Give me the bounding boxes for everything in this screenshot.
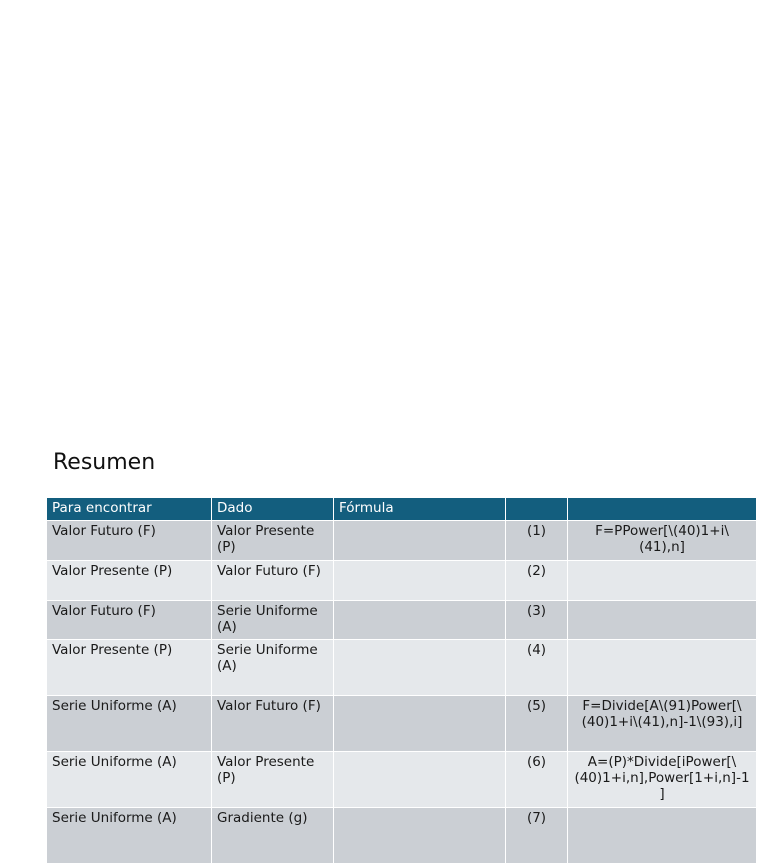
cell-given: Serie Uniforme (A): [212, 601, 334, 640]
cell-number: (2): [506, 561, 568, 601]
header-para-encontrar: Para encontrar: [47, 498, 212, 521]
cell-number: (7): [506, 808, 568, 864]
table-row: [47, 640, 757, 696]
cell-given: Valor Presente (P): [212, 752, 334, 808]
cell-find: Valor Futuro (F): [47, 601, 212, 640]
table-row: [47, 808, 757, 864]
cell-number: (6): [506, 752, 568, 808]
cell-find: Valor Presente (P): [47, 640, 212, 696]
cell-find: Serie Uniforme (A): [47, 752, 212, 808]
cell-expression: F=PPower[\(40)1+i\(41),n]: [568, 521, 757, 561]
cell-find: Valor Futuro (F): [47, 521, 212, 561]
cell-formula: [334, 640, 506, 696]
header-formula: Fórmula: [334, 498, 506, 521]
header-dado: Dado: [212, 498, 334, 521]
page-title: Resumen: [53, 450, 156, 475]
cell-given: Gradiente (g): [212, 808, 334, 864]
table-header-row: [47, 498, 757, 521]
cell-find: Valor Presente (P): [47, 561, 212, 601]
cell-expression: F=Divide[A\(91)Power[\(40)1+i\(41),n]-1\(93),i]: [568, 696, 757, 752]
cell-number: (3): [506, 601, 568, 640]
cell-number: (5): [506, 696, 568, 752]
cell-expression: [568, 601, 757, 640]
cell-formula: [334, 521, 506, 561]
cell-expression: A=(P)*Divide[iPower[\(40)1+i,n],Power[1+i,n]-1]: [568, 752, 757, 808]
cell-given: Valor Presente (P): [212, 521, 334, 561]
table-row: [47, 521, 757, 561]
summary-table: [46, 497, 757, 864]
cell-find: Serie Uniforme (A): [47, 696, 212, 752]
header-number: [506, 498, 568, 521]
cell-number: (4): [506, 640, 568, 696]
header-expression: [568, 498, 757, 521]
cell-formula: [334, 696, 506, 752]
cell-formula: [334, 601, 506, 640]
table-row: [47, 752, 757, 808]
cell-given: Valor Futuro (F): [212, 561, 334, 601]
cell-expression: [568, 561, 757, 601]
cell-formula: [334, 561, 506, 601]
table-row: [47, 561, 757, 601]
cell-given: Valor Futuro (F): [212, 696, 334, 752]
cell-expression: [568, 640, 757, 696]
cell-expression: [568, 808, 757, 864]
table-row: [47, 601, 757, 640]
cell-number: (1): [506, 521, 568, 561]
cell-find: Serie Uniforme (A): [47, 808, 212, 864]
cell-given: Serie Uniforme (A): [212, 640, 334, 696]
table-row: [47, 696, 757, 752]
cell-formula: [334, 808, 506, 864]
cell-formula: [334, 752, 506, 808]
